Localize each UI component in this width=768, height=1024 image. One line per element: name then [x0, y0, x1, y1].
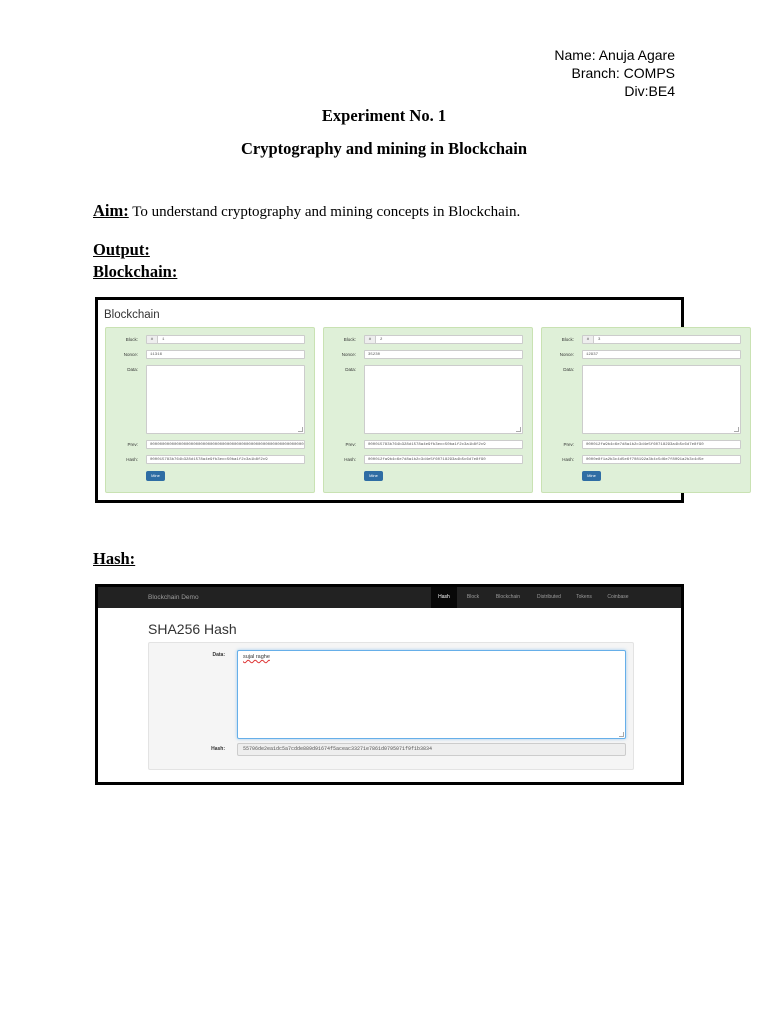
hash-label: Hash: — [344, 457, 356, 462]
experiment-title: Experiment No. 1 — [321, 106, 447, 125]
prev-hash-field: 000012fa9b4c6e7d8a1b2c3d4e5f60718293a4b5c6d7e8f90 — [582, 440, 741, 449]
hash-screenshot — [95, 584, 684, 785]
data-label: Data: — [212, 652, 225, 658]
data-label: Data: — [127, 367, 138, 372]
hash-page-title: SHA256 Hash — [148, 621, 237, 637]
blockchain-screenshot — [95, 297, 704, 503]
block-hash-sign: # — [147, 336, 158, 343]
aim-paragraph — [93, 201, 520, 221]
aim-label: Aim: — [93, 201, 129, 220]
hash-form-well — [148, 642, 634, 770]
nonce-label: Nonce: — [559, 352, 574, 357]
nav-hash[interactable]: Hash — [431, 587, 457, 608]
nav-coinbase[interactable]: Coinbase — [607, 594, 629, 600]
student-branch: Branch: COMPS — [571, 65, 675, 81]
mine-button[interactable]: Mine — [146, 471, 165, 481]
block-number: 2 — [380, 338, 383, 342]
mine-button[interactable]: Mine — [582, 471, 601, 481]
block-card-2 — [323, 327, 533, 493]
data-textarea[interactable] — [146, 365, 305, 434]
experiment-subtitle: Cryptography and mining in Blockchain — [240, 139, 528, 158]
prev-hash-field: 000015783b764b328d1578a4e9fb3ecc50ba1f2c3a1b8f2c9 — [364, 440, 523, 449]
prev-label: Prev: — [563, 442, 574, 447]
nonce-field[interactable]: 35230 — [364, 350, 523, 359]
hash-field: 000012fa9b4c6e7d8a1b2c3d4e5f60718293a4b5c6d7e8f90 — [364, 455, 523, 464]
data-text: sujal raghe — [243, 654, 270, 660]
blockchain-title: Blockchain — [104, 309, 160, 321]
block-card-1 — [105, 327, 315, 493]
block-number-field[interactable] — [582, 335, 741, 344]
block-hash-sign: # — [365, 336, 376, 343]
nonce-label: Nonce: — [123, 352, 138, 357]
nonce-field[interactable]: 11316 — [146, 350, 305, 359]
hash-label: Hash: — [211, 746, 225, 752]
aim-text: To understand cryptography and mining concepts in Blockchain. — [132, 204, 521, 220]
block-hash-sign: # — [583, 336, 594, 343]
nav-distributed[interactable]: Distributed — [537, 594, 561, 600]
hash-output-field: 55706de2ea1dc5a7cdde889d91674f5aceac33271e7861d0795071f9f1b3834 — [237, 743, 626, 756]
block-card-3 — [541, 327, 751, 493]
nonce-field[interactable]: 12937 — [582, 350, 741, 359]
student-info — [554, 46, 675, 100]
block-label: Block: — [125, 337, 138, 342]
prev-label: Prev: — [127, 442, 138, 447]
block-label: Block: — [343, 337, 356, 342]
output-label: Output: — [93, 240, 150, 259]
hash-field: 0000e8f1a2b3c4d5e6f708192a3b4c5d6e7f8091a2b3c4d5e — [582, 455, 741, 464]
block-number-field[interactable] — [364, 335, 523, 344]
nav-block[interactable]: Block — [466, 594, 480, 600]
block-number: 1 — [162, 338, 165, 342]
data-label: Data: — [563, 367, 574, 372]
navbar — [98, 587, 681, 608]
nav-tokens[interactable]: Tokens — [576, 594, 592, 600]
resize-grip-icon — [298, 427, 303, 432]
block-label: Block: — [561, 337, 574, 342]
nonce-label: Nonce: — [341, 352, 356, 357]
resize-grip-icon — [619, 732, 624, 737]
data-textarea[interactable] — [237, 650, 626, 739]
prev-hash-field: 0000000000000000000000000000000000000000000000000000000000000000 — [146, 440, 305, 449]
nav-blockchain[interactable]: Blockchain — [495, 594, 521, 600]
student-name: Name: Anuja Agare — [554, 47, 675, 63]
data-label: Data: — [345, 367, 356, 372]
block-number: 3 — [598, 338, 601, 342]
hash-label: Hash: — [126, 457, 138, 462]
data-textarea[interactable] — [364, 365, 523, 434]
resize-grip-icon — [734, 427, 739, 432]
mine-button[interactable]: Mine — [364, 471, 383, 481]
navbar-brand[interactable]: Blockchain Demo — [148, 594, 199, 601]
resize-grip-icon — [516, 427, 521, 432]
student-division: Div:BE4 — [624, 83, 675, 99]
hash-label: Hash: — [562, 457, 574, 462]
block-number-field[interactable] — [146, 335, 305, 344]
blockchain-label: Blockchain: — [93, 262, 178, 281]
data-textarea[interactable] — [582, 365, 741, 434]
hash-section-label: Hash: — [93, 549, 136, 568]
prev-label: Prev: — [345, 442, 356, 447]
hash-field: 000015783b764b328d1578a4e9fb3ecc50ba1f2c3a1b8f2c9 — [146, 455, 305, 464]
